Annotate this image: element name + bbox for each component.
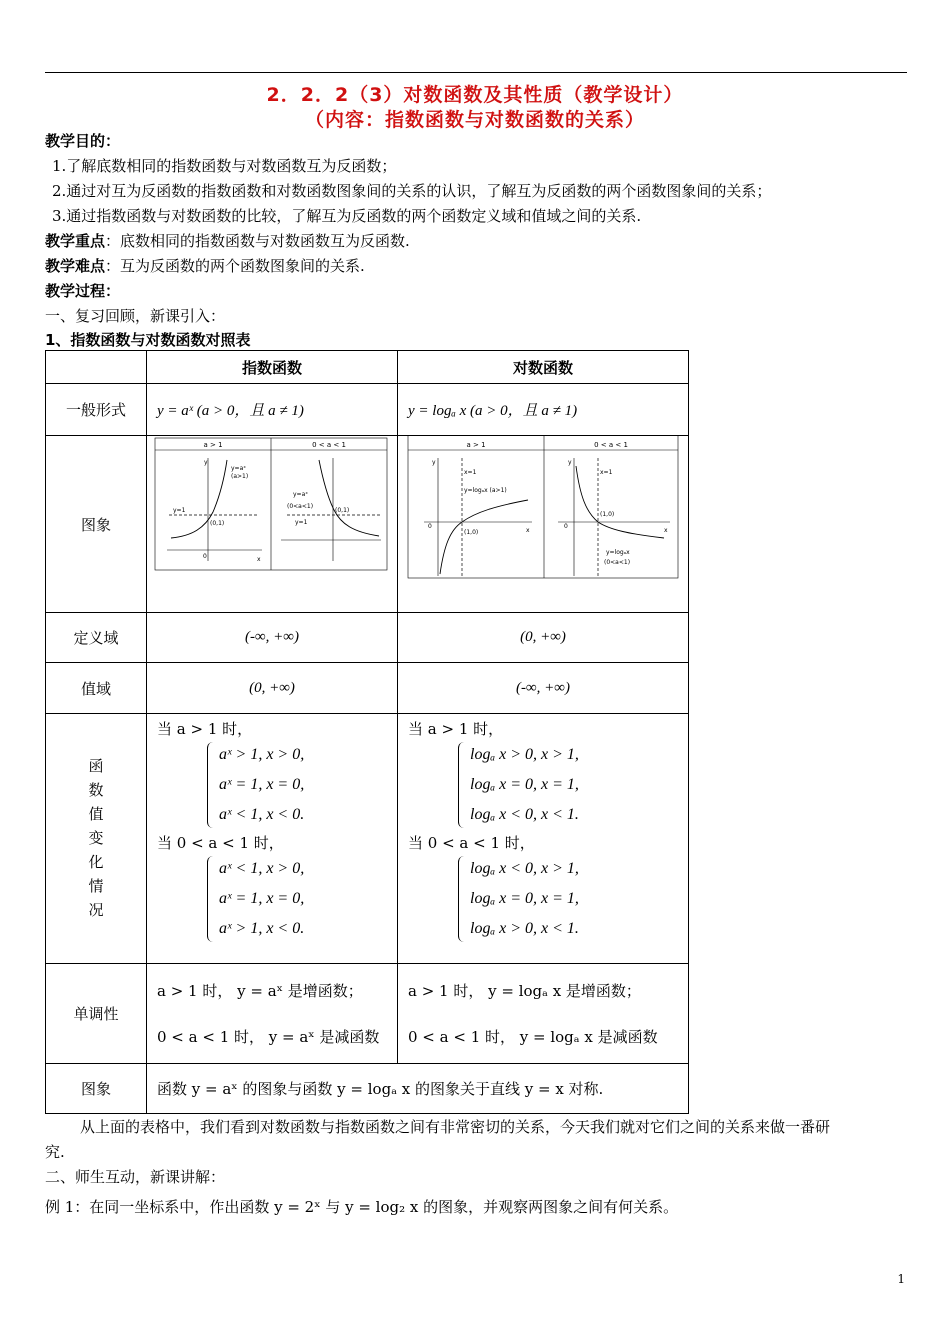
log1-axis-x: x [526,527,530,534]
row-form [46,384,689,436]
change-char-1: 数 [88,781,104,799]
difficulty-label: 教学难点 [45,257,106,275]
doc-subtitle: （内容：指数函数与对数函数的关系） [304,109,645,131]
row-domain-label: 定义域 [46,613,147,663]
mono-log-1: a > 1 时， y = logₐ x 是增函数； [408,981,641,1000]
key-point-label: 教学重点 [45,232,106,250]
row-form-label: 一般形式 [46,384,147,436]
page-number: 1 [897,1272,905,1286]
row-range [46,663,689,714]
change-char-0: 函 [88,757,104,775]
log2-axis-y: y [568,459,572,466]
row-mono-label: 单调性 [46,964,147,1064]
row-graph [46,436,689,613]
row-graph-label: 图象 [46,436,147,613]
row-mono [46,964,689,1064]
doc-title: 2．2．2（3）对数函数及其性质（教学设计） [266,84,684,106]
log-cases-lt1 [398,854,688,944]
log-graphs [398,436,688,608]
change-char-4: 化 [88,853,104,871]
exp2-label-b: (0<a<1) [287,503,314,510]
exp2-label: y=aˣ [293,491,308,498]
form-exp: y = aˣ (a > 0，且 a ≠ 1) [147,384,398,436]
difficulty-text: ：互为反函数的两个函数图象间的关系. [105,257,365,275]
exp-gt1-1: aˣ = 1, x = 0, [219,776,305,793]
table-header-row [46,351,689,384]
log2-label-b: (0<a<1) [604,559,631,566]
symmetry-text: 函数 y = aˣ 的图象与函数 y = logₐ x 的图象关于直线 y = x 对称. [147,1064,689,1114]
exp1-label-b: (a>1) [231,473,249,480]
change-char-6: 况 [88,901,104,919]
log-gt1-1: logₐ x = 0, x = 1, [470,776,579,793]
domain-exp: (-∞, +∞) [147,613,398,663]
exp-graphs [147,436,397,608]
header-rule [45,72,907,73]
log-head-gt1: a > 1 [466,441,486,449]
process-heading: 教学过程： [45,282,121,300]
key-point-text: ：底数相同的指数函数与对数函数互为反函数. [105,232,410,250]
exp1-pt: (0,1) [210,520,225,527]
objective-1: 1.了解底数相同的指数函数与对数函数互为反函数； [52,157,397,175]
review-heading: 一、复习回顾，新课引入： [45,307,226,325]
row-symmetry [46,1064,689,1114]
objective-3: 3.通过指数函数与对数函数的比较，了解互为反函数的两个函数定义域和值域之间的关系. [52,207,642,225]
log-cases-gt1 [398,740,688,830]
paragraph-1: 从上面的表格中，我们看到对数函数与指数函数之间有非常密切的关系，今天我们就对它们之间的关系来做一番研 [80,1118,831,1136]
exp2-y1: y=1 [295,519,308,526]
objectives-heading: 教学目的： [45,132,121,150]
mono-exp-cell [147,964,398,1064]
log-gt1-2: logₐ x < 0, x < 1. [470,806,579,823]
form-log: y = logₐ x (a > 0，且 a ≠ 1) [398,384,689,436]
row-symmetry-label: 图象 [46,1064,147,1114]
exp1-y1: y=1 [173,507,186,514]
exp-curve-lt1 [319,460,379,536]
exp-gt1-0: aˣ > 1, x > 0, [219,746,305,763]
log-lt1-2: logₐ x > 0, x < 1. [470,920,579,937]
mono-log-2: 0 < a < 1 时， y = logₐ x 是减函数 [408,1027,658,1046]
row-change [46,714,689,964]
exp-head-lt1: 0 < a < 1 [312,441,346,449]
col-log-header: 对数函数 [398,351,689,384]
exp-lt1-1: aˣ = 1, x = 0, [219,890,305,907]
exp1-axis-y: y [204,459,208,466]
row-domain [46,613,689,663]
row-change-label [46,714,147,964]
log2-pt: (1,0) [600,511,615,518]
paragraph-1-cont: 究. [45,1143,65,1161]
log-head-lt1: 0 < a < 1 [594,441,628,449]
exp-head-gt1: a > 1 [203,441,223,449]
exp1-label: y=aˣ [231,465,246,472]
log-lt1-0: logₐ x < 0, x > 1, [470,860,579,877]
exp-cases-lt1 [147,854,397,944]
log2-origin: 0 [564,523,568,530]
log2-label: y=logₐx [606,549,630,556]
table-heading: 1、指数函数与对数函数对照表 [45,331,251,349]
difficulty [45,255,365,276]
log2-x1: x=1 [600,469,613,476]
change-log-cell [398,714,689,964]
exp1-origin: 0 [203,553,207,560]
domain-log: (0, +∞) [398,613,689,663]
change-char-2: 值 [88,805,104,823]
col-exp-header: 指数函数 [147,351,398,384]
log-curve-lt1 [576,466,664,538]
exp-when-gt1: 当 a > 1 时， [157,720,253,738]
change-char-3: 变 [88,829,104,847]
objective-2: 2.通过对互为反函数的指数函数和对数函数图象间的关系的认识，了解互为反函数的两个函数图象间的关系； [52,182,772,200]
log1-axis-y: y [432,459,436,466]
log-when-lt1: 当 0 < a < 1 时， [408,834,535,852]
section-2-heading: 二、师生互动，新课讲解： [45,1168,226,1186]
exp2-pt: (0,1) [335,507,350,514]
key-point [45,230,410,251]
example-1: 例 1：在同一坐标系中，作出函数 y = 2ˣ 与 y = log₂ x 的图象，并观察两图象之间有何关系。 [45,1198,679,1216]
log1-label: y=logₐx (a>1) [464,487,507,494]
mono-exp-2: 0 < a < 1 时， y = aˣ 是减函数 [157,1027,380,1046]
exp1-axis-x: x [257,556,261,563]
log2-axis-x: x [664,527,668,534]
comparison-table [45,350,689,1114]
log-gt1-0: logₐ x > 0, x > 1, [470,746,579,763]
log-when-gt1: 当 a > 1 时， [408,720,504,738]
mono-log-cell [398,964,689,1064]
graph-log-cell [398,436,689,613]
exp-lt1-2: aˣ > 1, x < 0. [219,920,305,937]
graph-exp-cell [147,436,398,613]
exp-cases-gt1 [147,740,397,830]
change-char-5: 情 [88,877,104,895]
exp-when-lt1: 当 0 < a < 1 时， [157,834,284,852]
exp-lt1-0: aˣ < 1, x > 0, [219,860,305,877]
change-exp-cell [147,714,398,964]
log1-pt: (1,0) [464,529,479,536]
mono-exp-1: a > 1 时， y = aˣ 是增函数； [157,981,363,1000]
log1-x1: x=1 [464,469,477,476]
log-curve-gt1 [440,500,528,574]
exp-gt1-2: aˣ < 1, x < 0. [219,806,305,823]
range-exp: (0, +∞) [147,663,398,714]
log-lt1-1: logₐ x = 0, x = 1, [470,890,579,907]
range-log: (-∞, +∞) [398,663,689,714]
row-range-label: 值域 [46,663,147,714]
log1-origin: 0 [428,523,432,530]
